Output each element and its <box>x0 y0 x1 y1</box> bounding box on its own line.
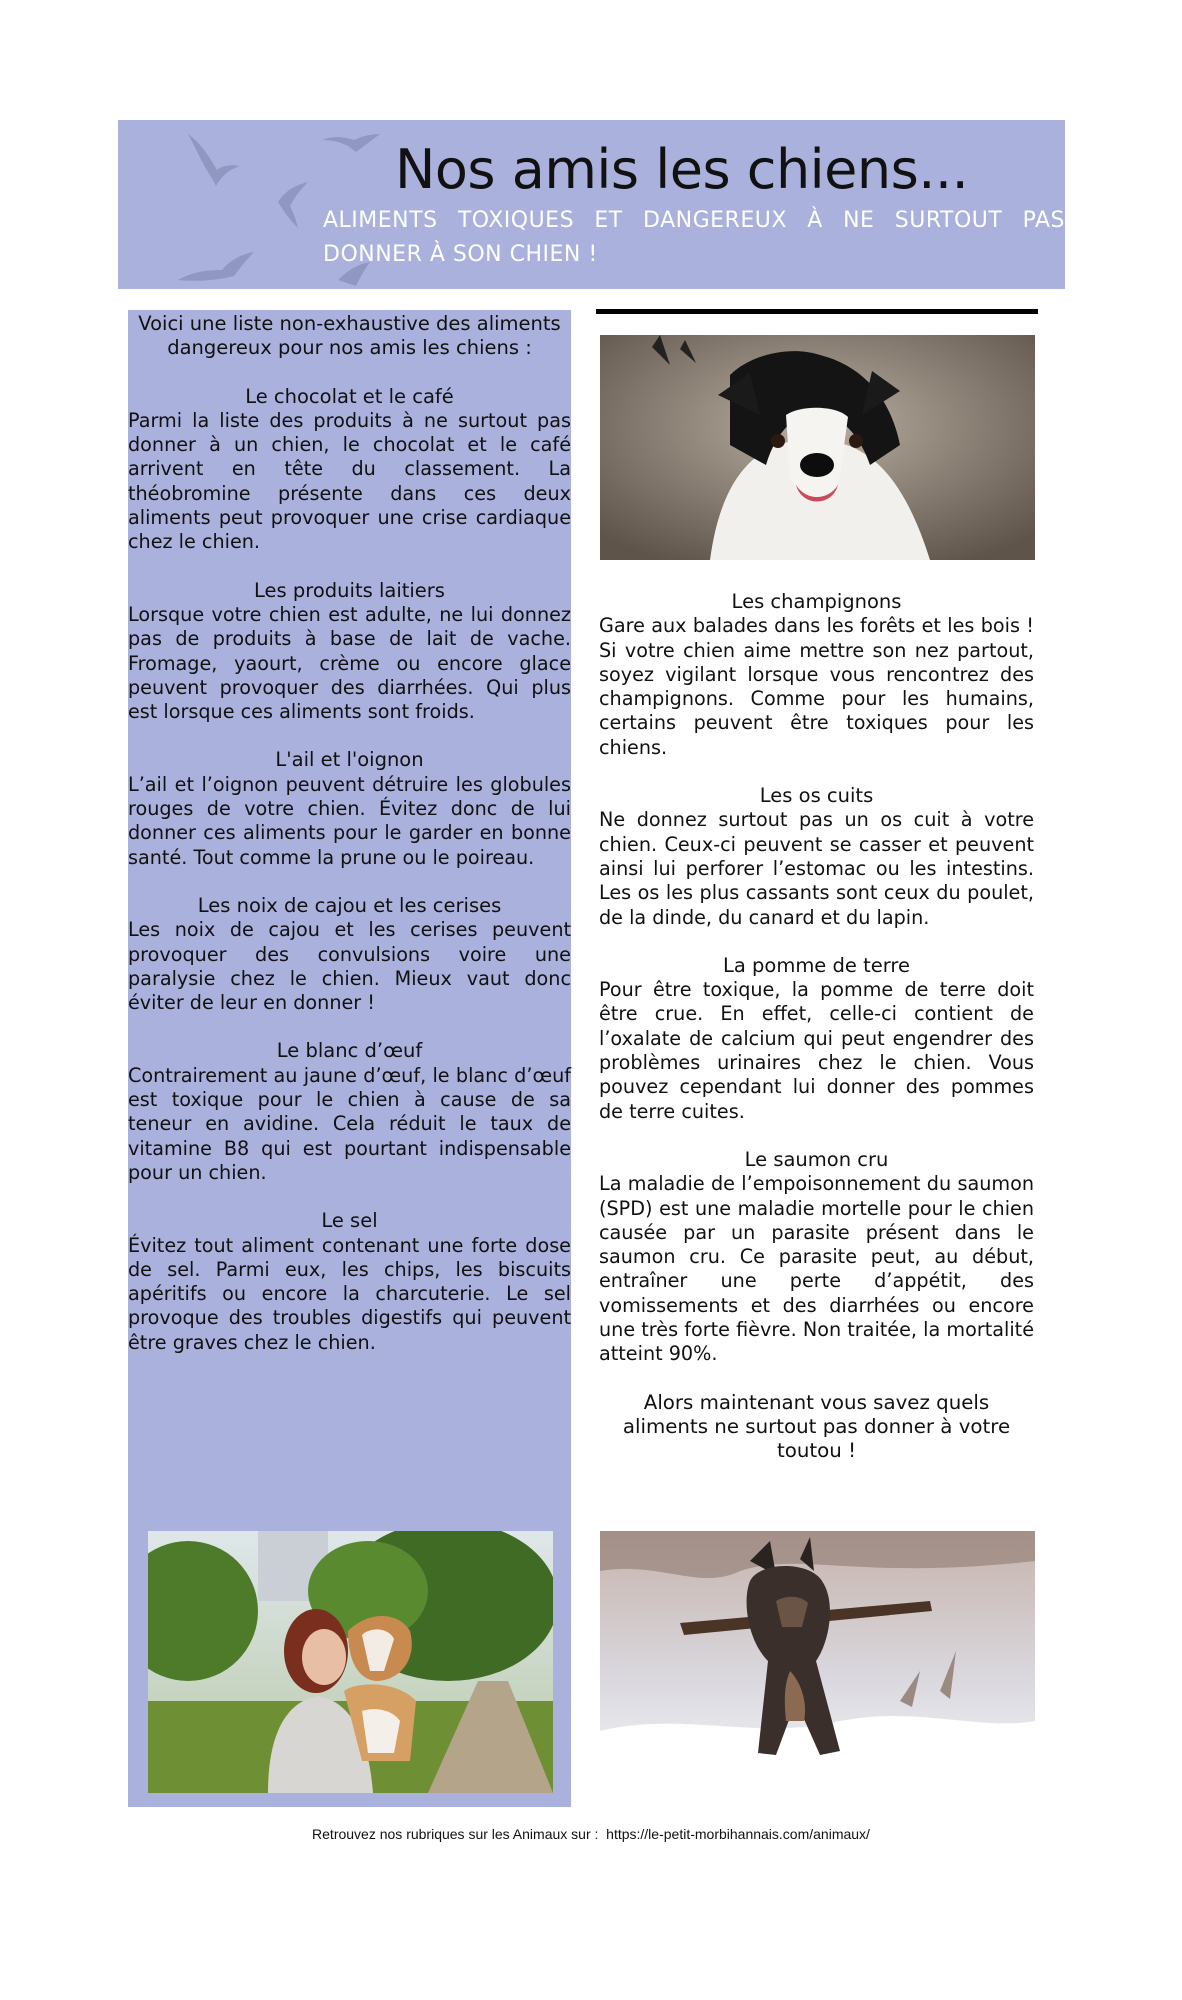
section-text: Pour être toxique, la pomme de terre doit être crue. En effet, celle-ci contient de l’oxalate de calcium qui peut engendrer des problèmes urinaires chez le chien. Vous pouvez cependant lui donner des pommes de terre cuites. <box>599 978 1034 1123</box>
section-title: Les os cuits <box>759 784 874 808</box>
section-title: L'ail et l'oignon <box>275 748 424 772</box>
section-text: Lorsque votre chien est adulte, ne lui donnez pas de produits à base de lait de vache. Fromage, yaourt, crème ou encore glace peuvent provoquer des diarrhées. Qui plus est lorsque ces aliments sont froids. <box>128 602 571 724</box>
section-text: L’ail et l’oignon peuvent détruire les globules rouges de votre chien. Évitez donc de lui donner ces aliments pour le garder en bonne santé. Tout comme la prune ou le poireau. <box>128 772 571 869</box>
section-blanc-oeuf <box>128 1039 571 1185</box>
closing-text: Alors maintenant vous savez quels aliments ne surtout pas donner à votre toutou ! <box>622 1390 1011 1463</box>
section-pomme-de-terre <box>599 954 1034 1124</box>
intro-text: Voici une liste non-exhaustive des aliments dangereux pour nos amis les chiens : <box>138 312 561 360</box>
photo-border-collie <box>600 335 1035 560</box>
header-banner <box>118 120 1065 289</box>
section-title: Le sel <box>321 1209 378 1233</box>
section-title: Les noix de cajou et les cerises <box>197 893 502 917</box>
section-text: Parmi la liste des produits à ne surtout pas donner à un chien, le chocolat et le café arrivent en tête du classement. La théobromine présente dans ces deux aliments peut provoquer une crise cardiaque chez le chien. <box>128 408 571 554</box>
section-title: Le chocolat et le café <box>245 384 454 408</box>
section-title: Le blanc d’œuf <box>276 1039 423 1063</box>
section-title: Les champignons <box>731 590 902 613</box>
section-title: La pomme de terre <box>723 953 910 977</box>
footer-text: Retrouvez nos rubriques sur les Animaux sur : https://le-petit-morbihannais.com/animaux/ <box>312 1826 870 1842</box>
right-column <box>599 590 1034 1464</box>
section-ail-oignon <box>128 748 571 869</box>
section-chocolat <box>128 385 571 555</box>
page-subtitle: ALIMENTS TOXIQUES ET DANGEREUX À NE SURTOUT PAS DONNER À SON CHIEN ! <box>323 208 1065 267</box>
section-text: La maladie de l’empoisonnement du saumon (SPD) est une maladie mortelle pour le chien causée par un parasite présent dans le saumon cru. Ce parasite peut, au début, entraîner une perte d’appétit, des vomissements et des diarrhées ou encore une très forte fièvre. Non traitée, la mortalité atteint 90%. <box>599 1172 1034 1366</box>
photo-woman-with-dog <box>148 1531 553 1793</box>
page-title: Nos amis les chiens... <box>395 138 969 201</box>
section-text: Ne donnez surtout pas un os cuit à votre chien. Ceux-ci peuvent se casser et peuvent ainsi lui perforer l’estomac ou les intestins. Les os les plus cassants sont ceux du poulet, de la dinde, du canard et du lapin. <box>599 808 1034 929</box>
section-text: Les noix de cajou et les cerises peuvent provoquer des convulsions voire une paralysie chez le chien. Mieux vaut donc éviter de leur en donner ! <box>128 918 571 1015</box>
divider-rule <box>596 309 1038 314</box>
section-sel <box>128 1209 571 1355</box>
section-champignons <box>599 590 1034 760</box>
section-os-cuits <box>599 784 1034 930</box>
section-title: Le saumon cru <box>744 1147 889 1171</box>
section-text: Gare aux balades dans les forêts et les bois ! Si votre chien aime mettre son nez partout, soyez vigilant lorsque vous rencontrez des champignons. Comme pour les humains, certains peuvent être toxiques pour les chiens. <box>599 614 1034 759</box>
section-produits-laitiers <box>128 579 571 725</box>
section-saumon-cru <box>599 1148 1034 1367</box>
section-noix-cerises <box>128 894 571 1015</box>
left-column <box>128 312 571 1355</box>
section-title: Les produits laitiers <box>254 578 445 602</box>
section-text: Évitez tout aliment contenant une forte dose de sel. Parmi eux, les chips, les biscuits apéritifs ou encore la charcuterie. Le sel provoque des troubles digestifs qui peuvent être graves chez le chien. <box>128 1233 571 1354</box>
photo-dog-in-snow <box>600 1531 1035 1793</box>
section-text: Contrairement au jaune d’œuf, le blanc d’œuf est toxique pour le chien à cause de sa teneur en avidine. Cela réduit le taux de vitamine B8 qui est pourtant indispensable pour un chien. <box>128 1063 571 1184</box>
